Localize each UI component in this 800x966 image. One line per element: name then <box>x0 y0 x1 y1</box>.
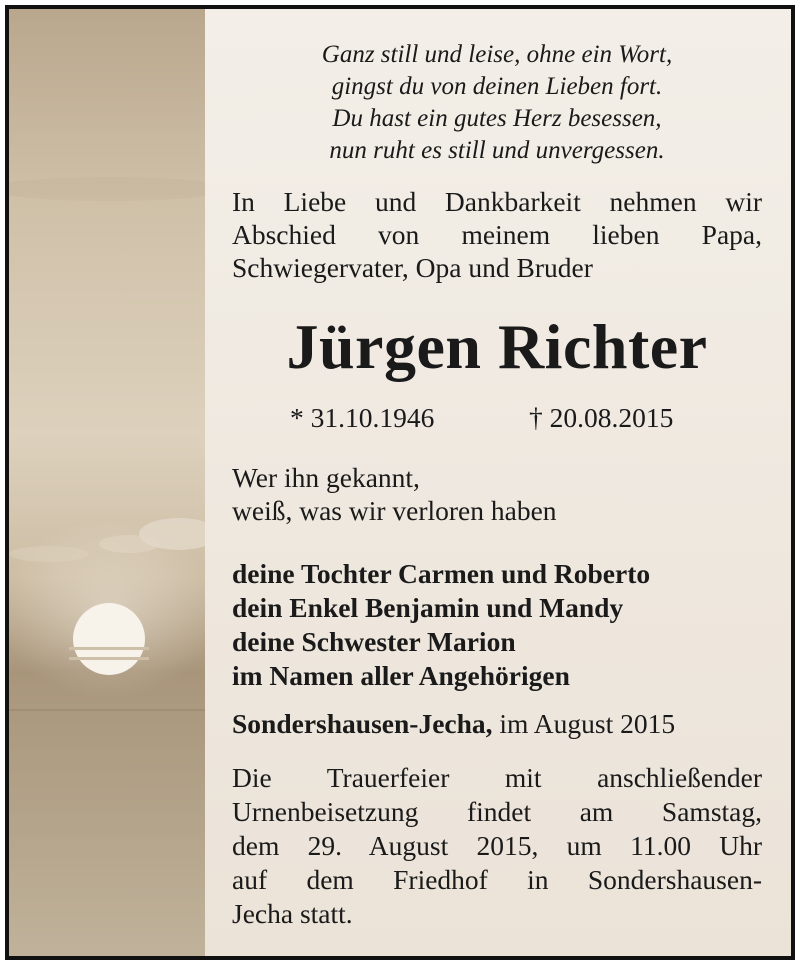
saying <box>232 461 762 527</box>
sunset-sea-photo <box>9 9 205 956</box>
service-line: Jecha statt. <box>232 898 353 929</box>
mourners-list <box>232 557 762 693</box>
mourner-line: dein Enkel Benjamin und Mandy <box>232 592 624 623</box>
deceased-name: Jürgen Richter <box>286 311 708 382</box>
funeral-service-info <box>232 761 762 931</box>
death-date: † 20.08.2015 <box>529 402 674 433</box>
birth-date: * 31.10.1946 <box>290 402 435 433</box>
saying-line: weiß, was wir verloren haben <box>232 495 557 526</box>
poem-line: Du hast ein gutes Herz besessen, <box>332 105 662 132</box>
text-panel <box>205 9 791 956</box>
mourner-line: im Namen aller Angehörigen <box>232 660 570 691</box>
service-line: Die Trauerfeier mit anschließender <box>232 762 762 793</box>
service-line: Urnenbeisetzung findet am Samstag, <box>232 796 762 827</box>
place-and-date <box>232 707 762 741</box>
obituary-card <box>5 5 795 960</box>
service-line: auf dem Friedhof in Sondershausen- <box>232 864 762 895</box>
poem-line: gingst du von deinen Lieben fort. <box>331 73 663 100</box>
intro-line: In Liebe und Dankbarkeit nehmen wir <box>232 186 762 217</box>
mourner-line: deine Tochter Carmen und Roberto <box>232 558 651 589</box>
poem <box>232 39 762 167</box>
mourner-line: deine Schwester Marion <box>232 626 516 657</box>
service-line: dem 29. August 2015, um 11.00 Uhr <box>232 830 762 861</box>
intro-line: Abschied von meinem lieben Papa, <box>232 219 762 250</box>
poem-line: Ganz still und leise, ohne ein Wort, <box>321 41 673 68</box>
place-date: im August 2015 <box>499 708 676 739</box>
intro-line: Schwiegervater, Opa und Bruder <box>232 252 593 283</box>
place-location: Sondershausen-Jecha, <box>232 708 493 739</box>
poem-line: nun ruht es still und unvergessen. <box>329 137 665 164</box>
saying-line: Wer ihn gekannt, <box>232 462 420 493</box>
intro-text <box>232 185 762 284</box>
